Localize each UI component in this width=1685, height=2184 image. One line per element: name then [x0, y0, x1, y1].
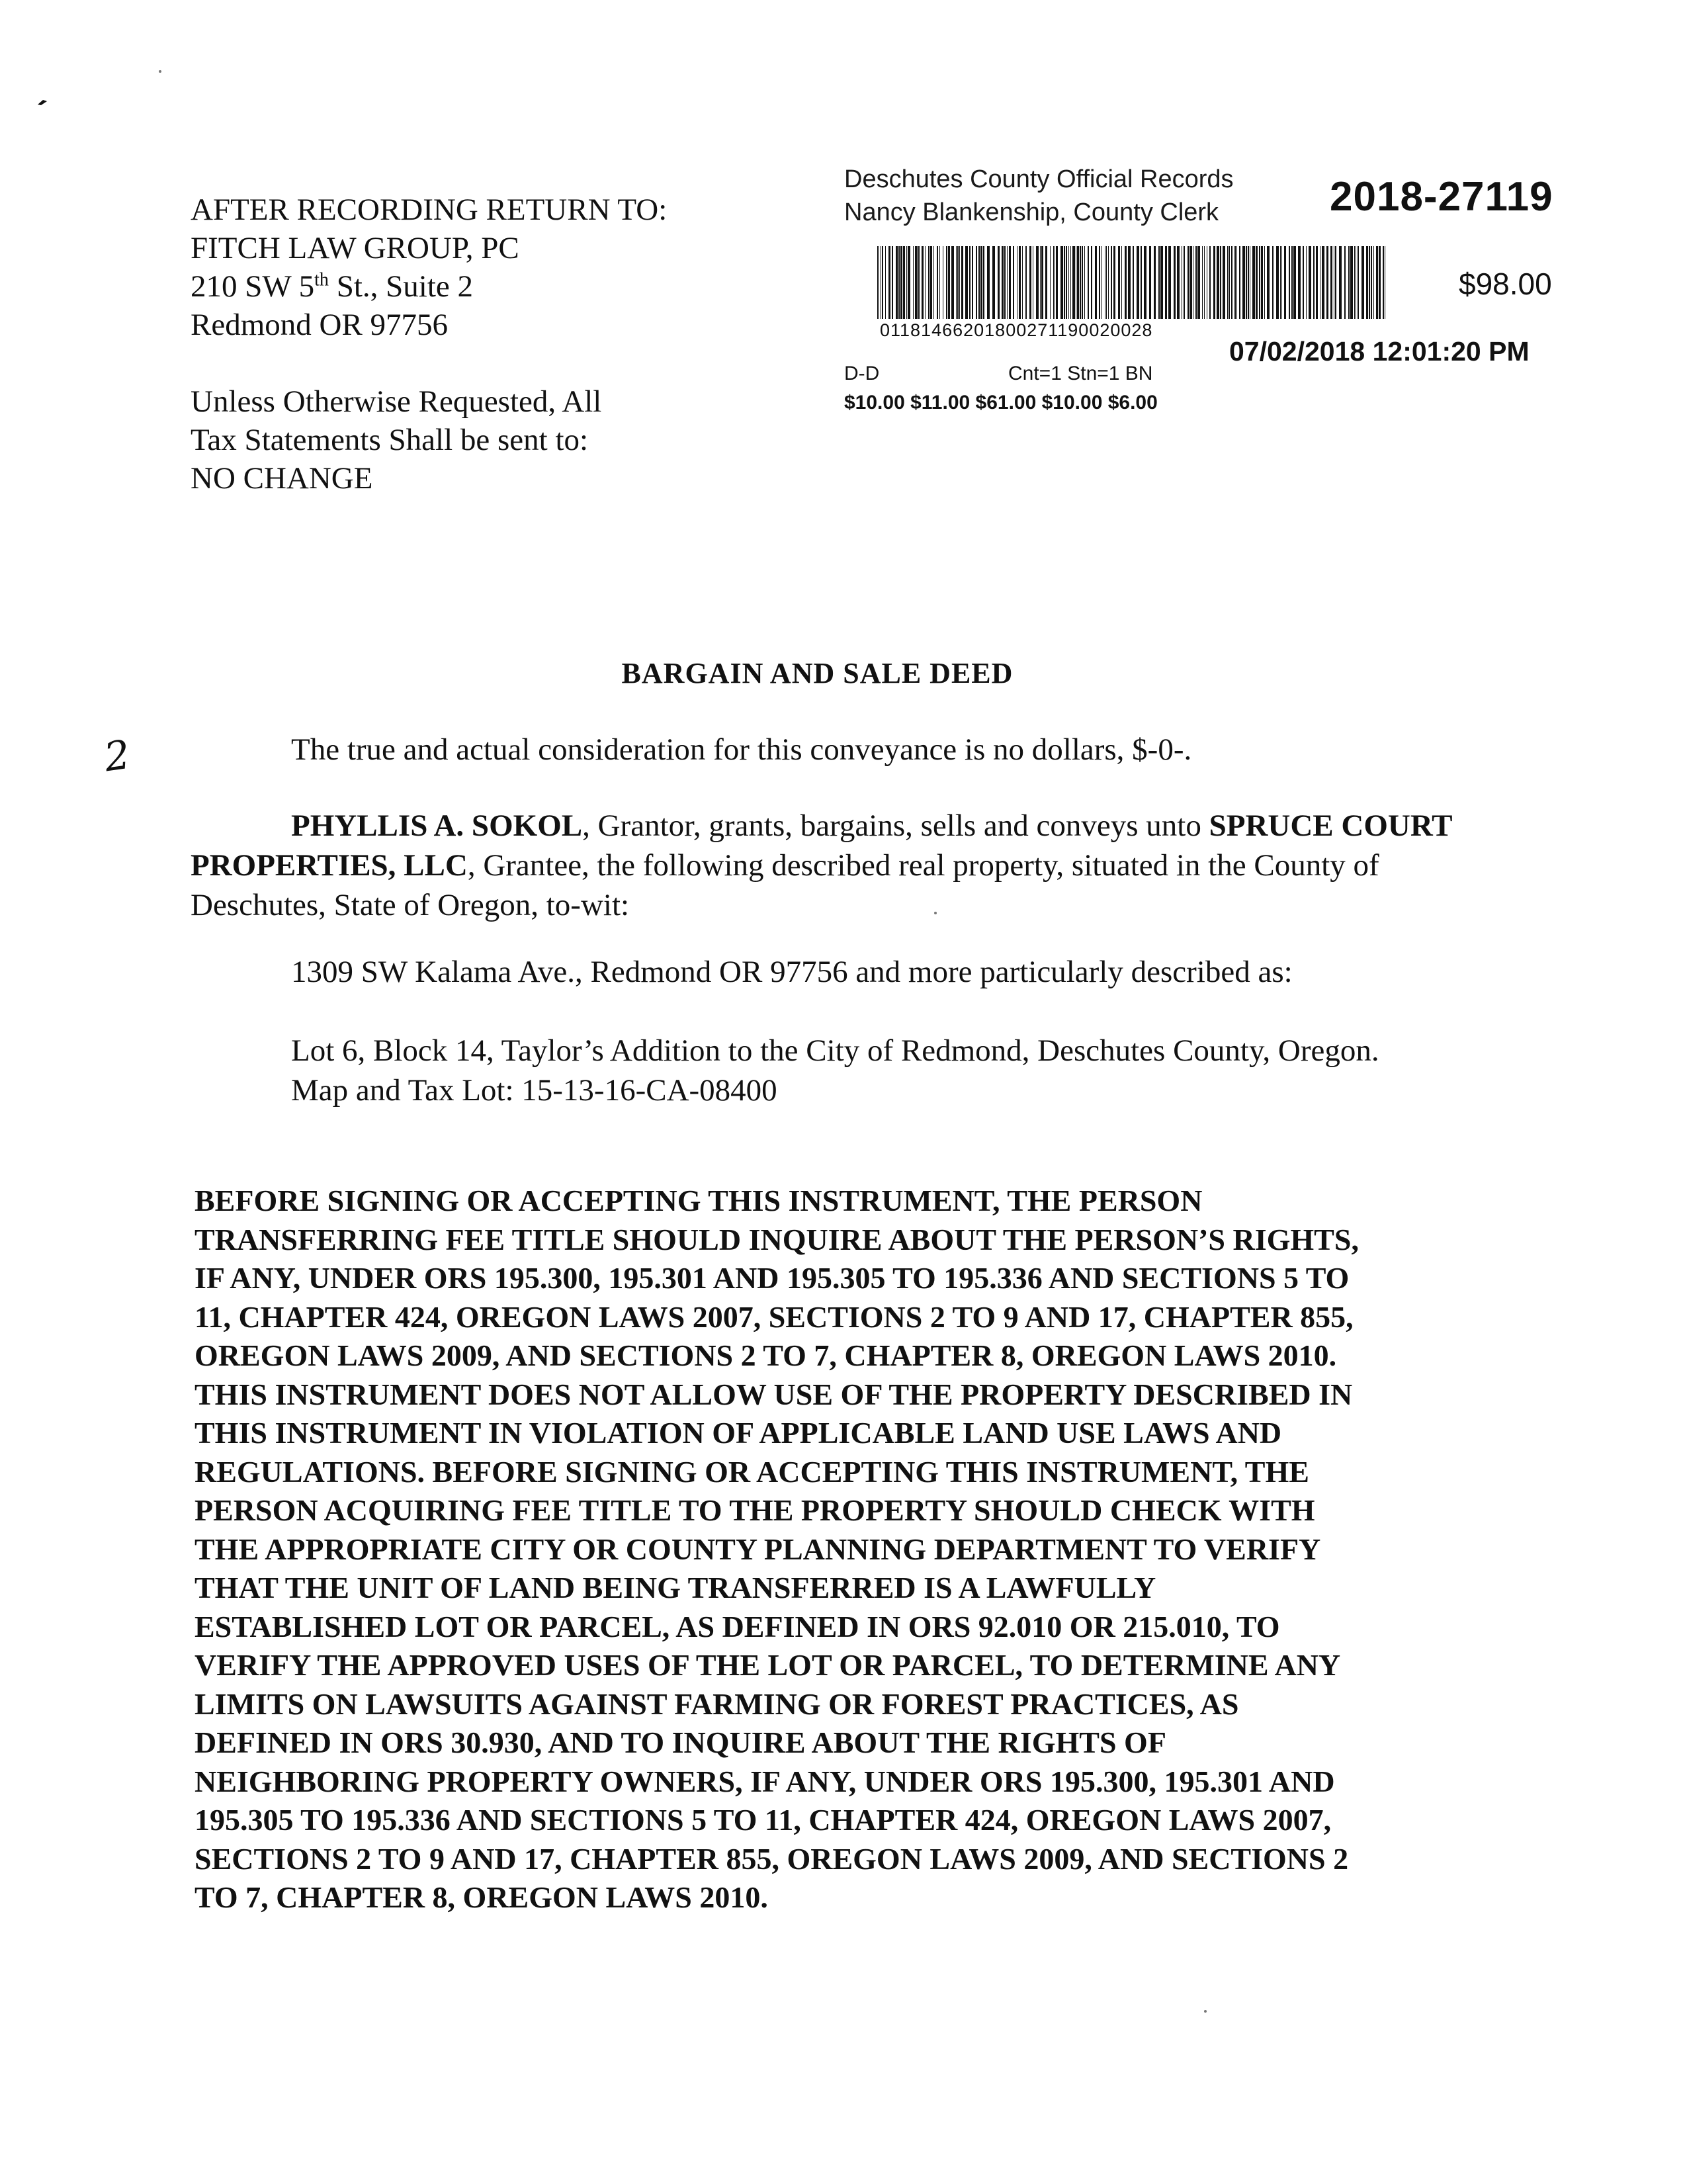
barcode-bar [1335, 246, 1336, 319]
barcode-bar [1252, 246, 1255, 319]
barcode-bar [1361, 246, 1364, 319]
barcode-bar [882, 246, 883, 319]
barcode-bar [1261, 246, 1263, 319]
consideration-statement: The true and actual consideration for this conveyance is no dollars, $-0-. [291, 732, 1192, 767]
barcode-bar [1242, 246, 1245, 319]
handwritten-margin-mark: 2 [101, 731, 133, 781]
barcode-bar [1213, 246, 1215, 319]
barcode-bar [1348, 246, 1350, 319]
statutory-warning-line: ESTABLISHED LOT OR PARCEL, AS DEFINED IN ORS 92.010 OR 215.010, TO [194, 1609, 1280, 1643]
barcode-bar [1339, 246, 1342, 319]
barcode-bar [1060, 246, 1063, 319]
barcode-bar [1022, 246, 1023, 319]
return-to-street: 210 SW 5th St., Suite 2 [191, 269, 474, 304]
barcode-bar [1009, 246, 1011, 319]
barcode-bar [1272, 246, 1274, 319]
barcode-bar [1209, 246, 1211, 319]
barcode-bar [1366, 246, 1368, 319]
statutory-warning-line: THE APPROPRIATE CITY OR COUNTY PLANNING DEPARTMENT TO VERIFY [194, 1532, 1321, 1566]
barcode-bar [948, 246, 950, 319]
statutory-warning-line: LIMITS ON LAWSUITS AGAINST FARMING OR FOREST PRACTICES, AS [194, 1686, 1239, 1721]
statutory-warning-line: IF ANY, UNDER ORS 195.300, 195.301 AND 195.305 TO 195.336 AND SECTIONS 5 TO [194, 1261, 1350, 1295]
tax-statements-line: NO CHANGE [191, 461, 373, 496]
property-address: 1309 SW Kalama Ave., Redmond OR 97756 and more particularly described as: [291, 955, 1293, 989]
barcode-bar [1316, 246, 1318, 319]
barcode-bar [1177, 246, 1180, 319]
legal-description-block [291, 1031, 1379, 1110]
map-tax-lot: Map and Tax Lot: 15-13-16-CA-08400 [291, 1073, 777, 1108]
barcode-bar [1056, 246, 1058, 319]
barcode-bar [1284, 246, 1286, 319]
barcode-bar [965, 246, 968, 319]
barcode-bar [1195, 246, 1197, 319]
scan-dot [159, 70, 161, 73]
barcode-bar [1160, 246, 1163, 319]
barcode-bar [1041, 246, 1043, 319]
barcode-bar [1369, 246, 1370, 319]
statutory-warning-line: THIS INSTRUMENT DOES NOT ALLOW USE OF THE PROPERTY DESCRIBED IN [194, 1377, 1353, 1411]
statutory-warning-line: SECTIONS 2 TO 9 AND 17, CHAPTER 855, OREGON LAWS 2009, AND SECTIONS 2 [194, 1841, 1349, 1876]
document-type-code: D-D [844, 363, 880, 384]
return-to-name: FITCH LAW GROUP, PC [191, 231, 519, 265]
return-to-heading: AFTER RECORDING RETURN TO: [191, 193, 668, 227]
barcode-bar [959, 246, 960, 319]
barcode-bar [1050, 246, 1051, 319]
barcode-bar [1099, 246, 1100, 319]
barcode-bar [1293, 246, 1296, 319]
barcode-digits: 01181466201800271190020028 [880, 320, 1153, 340]
barcode-bar [1029, 246, 1031, 319]
recording-office-name: Deschutes County Official Records [844, 165, 1234, 193]
barcode-bar [898, 246, 900, 319]
barcode-bar [1227, 246, 1228, 319]
barcode-bar [937, 246, 938, 319]
barcode-bar [1246, 246, 1247, 319]
barcode-bar [1217, 246, 1219, 319]
barcode-bar [1236, 246, 1237, 319]
barcode-bar [1066, 246, 1067, 319]
barcode-bar [1281, 246, 1282, 319]
barcode-bar [1025, 246, 1027, 319]
barcode-bar [1036, 246, 1039, 319]
recording-fee-breakdown: $10.00 $11.00 $61.00 $10.00 $6.00 [844, 392, 1158, 414]
barcode-bar [1383, 246, 1384, 319]
barcode-bar [939, 246, 940, 319]
scan-dot [1204, 2010, 1207, 2013]
barcode-bar [885, 246, 886, 319]
barcode-bar [992, 246, 995, 319]
barcode-bar [1197, 246, 1200, 319]
barcode-bar [933, 246, 934, 319]
barcode-bar [1106, 246, 1107, 319]
barcode-bar [1379, 246, 1381, 319]
barcode-bar [976, 246, 977, 319]
barcode-bar [1133, 246, 1134, 319]
barcode-bar [877, 246, 879, 319]
barcode-bar [1019, 246, 1021, 319]
recording-counts: Cnt=1 Stn=1 BN [1008, 363, 1153, 384]
barcode-bar [1223, 246, 1225, 319]
barcode-bar [930, 246, 932, 319]
barcode-bar [892, 246, 893, 319]
barcode-bar [1072, 246, 1075, 319]
return-to-city: Redmond OR 97756 [191, 308, 449, 342]
barcode-bar [1111, 246, 1112, 319]
barcode-bar [1149, 246, 1151, 319]
barcode-bar [1158, 246, 1160, 319]
barcode-bar [900, 246, 902, 319]
barcode-bar [1080, 246, 1081, 319]
barcode-bar [1125, 246, 1127, 319]
statutory-warning-line: 11, CHAPTER 424, OREGON LAWS 2007, SECTIONS 2 TO 9 AND 17, CHAPTER 855, [194, 1299, 1354, 1334]
barcode-bar [1204, 246, 1205, 319]
barcode-bar [1091, 246, 1092, 319]
document-title-text: BARGAIN AND SALE DEED [621, 657, 1014, 689]
barcode-bar [1121, 246, 1122, 319]
barcode-bar [1358, 246, 1359, 319]
scan-speck-mark [37, 99, 48, 106]
barcode-bar [1264, 246, 1265, 319]
barcode-bar [1309, 246, 1311, 319]
barcode-bar [1313, 246, 1315, 319]
barcode-bar [928, 246, 929, 319]
barcode-bar [908, 246, 910, 319]
barcode-bar [1070, 246, 1071, 319]
barcode-bar [1256, 246, 1258, 319]
statutory-warning [194, 1182, 1485, 1917]
legal-description: Lot 6, Block 14, Taylor’s Addition to the City of Redmond, Deschutes County, Oregon. [291, 1033, 1379, 1068]
barcode-bar [1045, 246, 1047, 319]
barcode-bar [1231, 246, 1232, 319]
barcode-bar [1306, 246, 1307, 319]
barcode-bar [1259, 246, 1260, 319]
grantor-name: PHYLLIS A. SOKOL [291, 808, 583, 843]
document-number: 2018-27119 [1330, 174, 1553, 220]
barcode-bar [925, 246, 926, 319]
barcode-bar [1088, 246, 1089, 319]
return-to-block [191, 191, 786, 344]
barcode-bar [1095, 246, 1097, 319]
barcode-bar [972, 246, 973, 319]
barcode-bar [1326, 246, 1328, 319]
barcode-bar [1289, 246, 1290, 319]
barcode-bar [1154, 246, 1156, 319]
barcode-bar [1303, 246, 1304, 319]
barcode-bar [1128, 246, 1131, 319]
barcode-bar [980, 246, 982, 319]
barcode-bar [1248, 246, 1249, 319]
barcode-bar [1354, 246, 1355, 319]
recording-office [844, 163, 1234, 229]
recording-codes [844, 363, 1215, 385]
barcode-bar [915, 246, 918, 319]
barcode-bar [1174, 246, 1176, 319]
barcode-bar [1007, 246, 1008, 319]
barcode-bar [1141, 246, 1142, 319]
tax-statements-block [191, 382, 786, 498]
barcode-bar [1344, 246, 1346, 319]
barcode-bar [906, 246, 907, 319]
barcode-image [877, 246, 1387, 319]
barcode-bar [946, 246, 947, 319]
barcode-bar [1280, 246, 1281, 319]
statutory-warning-line: REGULATIONS. BEFORE SIGNING OR ACCEPTING THIS INSTRUMENT, THE [194, 1454, 1309, 1489]
barcode-bar [1077, 246, 1079, 319]
barcode-bar [1184, 246, 1185, 319]
recording-datetime: 07/02/2018 12:01:20 PM [1229, 336, 1530, 367]
barcode-bar [1168, 246, 1171, 319]
barcode-bar [969, 246, 971, 319]
barcode-bar [1267, 246, 1270, 319]
barcode-bar [896, 246, 898, 319]
barcode-bar [956, 246, 957, 319]
barcode-bar [913, 246, 914, 319]
barcode-bar [1113, 246, 1115, 319]
barcode-bar [1234, 246, 1236, 319]
barcode-bar [1040, 246, 1041, 319]
barcode-bar [1276, 246, 1279, 319]
barcode-bar [1002, 246, 1004, 319]
document-title [0, 656, 1685, 690]
barcode-bar [1239, 246, 1240, 319]
barcode-bar [1188, 246, 1189, 319]
tax-statements-line: Unless Otherwise Requested, All [191, 384, 602, 419]
barcode-bar [1330, 246, 1332, 319]
statutory-warning-line: THIS INSTRUMENT IN VIOLATION OF APPLICABLE LAND USE LAWS AND [194, 1416, 1282, 1450]
grantee-name: SPRUCE COURT PROPERTIES, LLC [191, 808, 1452, 883]
barcode-bar [1350, 246, 1353, 319]
conveyance-paragraph: PHYLLIS A. SOKOL, Grantor, grants, bargains, sells and conveys unto SPRUCE COURT PROPERTIES, LLC, Grantee, the following described real property, situated in the County of Deschutes, State of Oregon, to-wit: [191, 808, 1452, 922]
statutory-warning-line: VERIFY THE APPROVED USES OF THE LOT OR PARCEL, TO DETERMINE ANY [194, 1648, 1341, 1682]
statutory-warning-line: 195.305 TO 195.336 AND SECTIONS 5 TO 11, CHAPTER 424, OREGON LAWS 2007, [194, 1803, 1332, 1837]
barcode-bar [1084, 246, 1085, 319]
barcode-bar [1108, 246, 1109, 319]
barcode-bar [1144, 246, 1146, 319]
barcode-bar [1322, 246, 1324, 319]
statutory-warning-line: NEIGHBORING PROPERTY OWNERS, IF ANY, UNDER ORS 195.300, 195.301 AND [194, 1764, 1335, 1798]
statutory-warning-line: PERSON ACQUIRING FEE TITLE TO THE PROPERTY SHOULD CHECK WITH [194, 1493, 1315, 1527]
barcode-bar [922, 246, 924, 319]
barcode-bar [1118, 246, 1120, 319]
barcode-bar [1202, 246, 1203, 319]
barcode-bar [903, 246, 905, 319]
barcode-bar [951, 246, 954, 319]
statutory-warning-line: OREGON LAWS 2009, AND SECTIONS 2 TO 7, CHAPTER 8, OREGON LAWS 2010. [194, 1338, 1337, 1372]
barcode-bar [998, 246, 1000, 319]
barcode-bar [1064, 246, 1065, 319]
statutory-warning-line: DEFINED IN ORS 30.930, AND TO INQUIRE ABOUT THE RIGHTS OF [194, 1725, 1166, 1759]
tax-statements-line: Tax Statements Shall be sent to: [191, 423, 589, 457]
barcode-bar [1053, 246, 1054, 319]
barcode-bar [1291, 246, 1293, 319]
barcode-bar [1229, 246, 1230, 319]
barcode-bar [957, 246, 959, 319]
barcode-bar [918, 246, 920, 319]
barcode-bar [1220, 246, 1221, 319]
recording-clerk-name: Nancy Blankenship, County Clerk [844, 198, 1219, 226]
barcode-bar [1165, 246, 1167, 319]
barcode-bar [1082, 246, 1083, 319]
statutory-warning-line: TRANSFERRING FEE TITLE SHOULD INQUIRE ABOUT THE PERSON’S RIGHTS, [194, 1222, 1359, 1256]
barcode-bar [987, 246, 990, 319]
barcode-bar [1376, 246, 1378, 319]
statutory-warning-line: BEFORE SIGNING OR ACCEPTING THIS INSTRUMENT, THE PERSON [194, 1184, 1203, 1217]
barcode-bar [1137, 246, 1139, 319]
barcode-bar [1298, 246, 1301, 319]
barcode-bar [978, 246, 980, 319]
barcode-bar [983, 246, 984, 319]
barcode-bar [1373, 246, 1374, 319]
barcode-bar [1004, 246, 1006, 319]
barcode-bar [1013, 246, 1014, 319]
statutory-warning-line: THAT THE UNIT OF LAND BEING TRANSFERRED IS A LAWFULLY [194, 1571, 1156, 1604]
barcode-bar [1371, 246, 1372, 319]
barcode-bar [1190, 246, 1192, 319]
barcode-bar [888, 246, 890, 319]
recording-fee-total: $98.00 [1459, 267, 1552, 301]
barcode-bar [961, 246, 963, 319]
barcode-bar [1068, 246, 1069, 319]
statutory-warning-line: TO 7, CHAPTER 8, OREGON LAWS 2010. [194, 1880, 768, 1914]
